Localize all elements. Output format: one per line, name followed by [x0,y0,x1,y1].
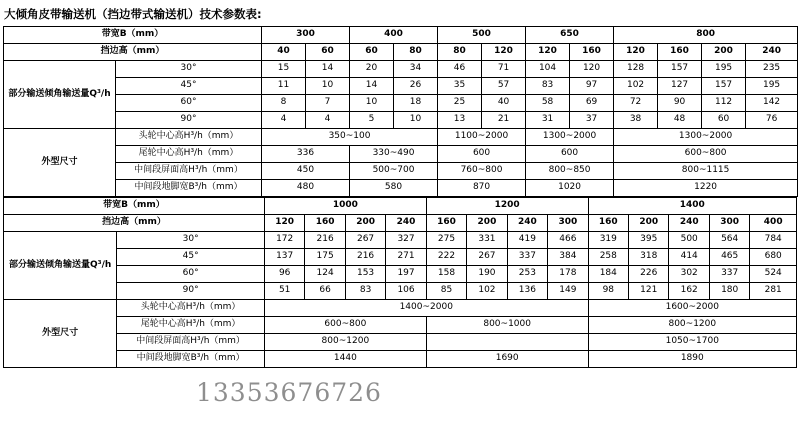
dimension-value: 350~100 [262,129,438,146]
capacity-value: 395 [629,232,669,249]
capacity-value: 104 [526,61,570,78]
capacity-value: 195 [702,61,746,78]
capacity-value: 13 [438,112,482,129]
flange-height-cell: 240 [386,215,426,232]
dimension-value: 800~1115 [614,163,798,180]
capacity-value: 235 [746,61,798,78]
capacity-value: 157 [702,78,746,95]
capacity-value: 66 [305,283,345,300]
table-row-capacity-90-top [4,112,798,129]
flange-height-label: 挡边高（mm） [4,215,265,232]
flange-height-cell: 200 [467,215,507,232]
table-row-middle-leg-top [4,180,798,197]
capacity-value: 4 [262,112,306,129]
table-row-flange-height-top [4,44,798,61]
belt-width-500: 500 [438,27,526,44]
capacity-value: 153 [345,266,385,283]
capacity-value: 51 [264,283,304,300]
dimension-value: 450 [262,163,350,180]
flange-height-label: 挡边高（mm） [4,44,262,61]
capacity-value: 281 [750,283,797,300]
dimension-value: 760~800 [438,163,526,180]
capacity-value: 102 [614,78,658,95]
angle-label-45: 45° [117,249,265,266]
capacity-value: 8 [262,95,306,112]
capacity-value: 11 [262,78,306,95]
belt-width-650: 650 [526,27,614,44]
capacity-value: 5 [350,112,394,129]
capacity-value: 319 [588,232,628,249]
capacity-value: 384 [548,249,588,266]
capacity-value: 271 [386,249,426,266]
capacity-value: 267 [467,249,507,266]
capacity-value: 465 [709,249,749,266]
table-row-capacity-60-bottom [4,266,797,283]
capacity-value: 98 [588,283,628,300]
capacity-value: 76 [746,112,798,129]
capacity-value: 25 [438,95,482,112]
angle-label-30: 30° [116,61,262,78]
table-row-tail-pulley-bottom [4,317,797,334]
capacity-value: 157 [658,61,702,78]
capacity-value: 226 [629,266,669,283]
capacity-value: 137 [264,249,304,266]
flange-height-cell: 60 [306,44,350,61]
capacity-value: 258 [588,249,628,266]
flange-height-cell: 240 [669,215,709,232]
capacity-value: 14 [350,78,394,95]
dimension-value: 1050~1700 [588,334,796,351]
capacity-value: 302 [669,266,709,283]
flange-height-cell: 80 [438,44,482,61]
capacity-value: 175 [305,249,345,266]
capacity-value: 184 [588,266,628,283]
table-row-capacity-90-bottom [4,283,797,300]
dimension-value: 600 [438,146,526,163]
belt-width-1200: 1200 [426,198,588,215]
belt-width-1000: 1000 [264,198,426,215]
dimension-value: 1100~2000 [438,129,526,146]
table-row-capacity-45-bottom [4,249,797,266]
capacity-value: 120 [570,61,614,78]
table-row-middle-leg-bottom [4,351,797,368]
capacity-value: 40 [482,95,526,112]
dimension-value: 1890 [588,351,796,368]
table-row-head-pulley-top [4,129,798,146]
head-pulley-label: 头轮中心高H³/h（mm） [117,300,265,317]
capacity-value: 419 [507,232,547,249]
flange-height-cell: 200 [702,44,746,61]
capacity-value: 121 [629,283,669,300]
head-pulley-label: 头轮中心高H³/h（mm） [116,129,262,146]
flange-height-cell: 120 [614,44,658,61]
capacity-value: 158 [426,266,466,283]
flange-height-cell: 160 [570,44,614,61]
angle-label-45: 45° [116,78,262,95]
table-row-flange-height-bottom [4,215,797,232]
flange-height-cell: 120 [526,44,570,61]
capacity-value: 15 [262,61,306,78]
table-row-capacity-60-top [4,95,798,112]
capacity-value: 195 [746,78,798,95]
flange-height-cell: 160 [305,215,345,232]
dimension-value: 600~800 [614,146,798,163]
capacity-value: 26 [394,78,438,95]
dimensions-group-label: 外型尺寸 [4,300,117,368]
capacity-value: 83 [526,78,570,95]
dimension-value: 500~700 [350,163,438,180]
capacity-value: 337 [709,266,749,283]
flange-height-cell: 160 [426,215,466,232]
belt-width-300: 300 [262,27,350,44]
capacity-value: 72 [614,95,658,112]
capacity-value: 85 [426,283,466,300]
flange-height-cell: 160 [658,44,702,61]
capacity-value: 784 [750,232,797,249]
dimension-value: 800~1000 [426,317,588,334]
capacity-value: 21 [482,112,526,129]
tail-pulley-label: 尾轮中心高H³/h（mm） [116,146,262,163]
table-row-capacity-30-bottom [4,232,797,249]
capacity-value: 90 [658,95,702,112]
capacity-value: 414 [669,249,709,266]
table-bottom-body [4,198,797,368]
table-row-middle-section-top [4,163,798,180]
dimension-value: 1440 [264,351,426,368]
capacity-value: 128 [614,61,658,78]
table-row-belt-width-bottom [4,198,797,215]
capacity-value: 34 [394,61,438,78]
capacity-value: 4 [306,112,350,129]
capacity-value: 466 [548,232,588,249]
capacity-value: 112 [702,95,746,112]
spec-table-bottom [3,197,797,368]
flange-height-cell: 200 [345,215,385,232]
capacity-value: 680 [750,249,797,266]
dimension-value: 480 [262,180,350,197]
capacity-value: 197 [386,266,426,283]
dimension-value [426,334,588,351]
angle-label-60: 60° [117,266,265,283]
capacity-value: 48 [658,112,702,129]
flange-height-cell: 40 [262,44,306,61]
capacity-value: 253 [507,266,547,283]
capacity-value: 149 [548,283,588,300]
capacity-value: 37 [570,112,614,129]
table-row-capacity-45-top [4,78,798,95]
phone-watermark: 13353676726 [196,378,382,407]
capacity-value: 83 [345,283,385,300]
middle-section-label: 中间段屏面高H³/h（mm） [117,334,265,351]
capacity-value: 10 [306,78,350,95]
capacity-value: 524 [750,266,797,283]
capacity-value: 97 [570,78,614,95]
capacity-value: 500 [669,232,709,249]
capacity-value: 267 [345,232,385,249]
table-row-belt-width-top [4,27,798,44]
capacity-value: 331 [467,232,507,249]
belt-width-800: 800 [614,27,798,44]
dimension-value: 1400~2000 [264,300,588,317]
capacity-value: 216 [305,232,345,249]
capacity-value: 216 [345,249,385,266]
belt-width-1400: 1400 [588,198,796,215]
capacity-value: 102 [467,283,507,300]
dimension-value: 1220 [614,180,798,197]
belt-width-400: 400 [350,27,438,44]
flange-height-cell: 60 [350,44,394,61]
dimension-value: 1690 [426,351,588,368]
middle-leg-label: 中间段地脚宽B³/h（mm） [116,180,262,197]
table-top-body [4,27,798,197]
capacity-value: 18 [394,95,438,112]
table-row-capacity-30-top [4,61,798,78]
angle-label-90: 90° [116,112,262,129]
table-row-middle-section-bottom [4,334,797,351]
flange-height-cell: 240 [746,44,798,61]
capacity-value: 318 [629,249,669,266]
spec-table-top [3,26,798,197]
flange-height-cell: 160 [588,215,628,232]
dimension-value: 1020 [526,180,614,197]
capacity-value: 10 [350,95,394,112]
capacity-value: 172 [264,232,304,249]
capacity-value: 178 [548,266,588,283]
flange-height-cell: 300 [709,215,749,232]
capacity-value: 71 [482,61,526,78]
capacity-value: 7 [306,95,350,112]
capacity-group-label: 部分输送倾角输送量Q³/h [4,61,116,129]
capacity-value: 337 [507,249,547,266]
dimension-value: 580 [350,180,438,197]
flange-height-cell: 80 [394,44,438,61]
dimension-value: 600 [526,146,614,163]
page-title: 大倾角皮带输送机（挡边带式输送机）技术参数表: [4,7,262,21]
capacity-value: 57 [482,78,526,95]
flange-height-cell: 300 [548,215,588,232]
capacity-value: 69 [570,95,614,112]
angle-label-60: 60° [116,95,262,112]
capacity-value: 190 [467,266,507,283]
table-row-tail-pulley-top [4,146,798,163]
capacity-value: 38 [614,112,658,129]
dimension-value: 870 [438,180,526,197]
middle-section-label: 中间段屏面高H³/h（mm） [116,163,262,180]
capacity-value: 124 [305,266,345,283]
capacity-value: 96 [264,266,304,283]
capacity-value: 142 [746,95,798,112]
capacity-value: 10 [394,112,438,129]
dimension-value: 800~1200 [264,334,426,351]
dimensions-group-label: 外型尺寸 [4,129,116,197]
capacity-value: 180 [709,283,749,300]
capacity-value: 20 [350,61,394,78]
tail-pulley-label: 尾轮中心高H³/h（mm） [117,317,265,334]
flange-height-cell: 200 [629,215,669,232]
flange-height-cell: 400 [750,215,797,232]
capacity-group-label: 部分输送倾角输送量Q³/h [4,232,117,300]
dimension-value: 1300~2000 [614,129,798,146]
capacity-value: 162 [669,283,709,300]
angle-label-90: 90° [117,283,265,300]
belt-width-label: 带宽B（mm） [4,198,265,215]
capacity-value: 58 [526,95,570,112]
flange-height-cell: 120 [482,44,526,61]
dimension-value: 800~850 [526,163,614,180]
capacity-value: 222 [426,249,466,266]
flange-height-cell: 120 [264,215,304,232]
capacity-value: 60 [702,112,746,129]
angle-label-30: 30° [117,232,265,249]
dimension-value: 1600~2000 [588,300,796,317]
capacity-value: 275 [426,232,466,249]
dimension-value: 336 [262,146,350,163]
capacity-value: 127 [658,78,702,95]
capacity-value: 46 [438,61,482,78]
capacity-value: 14 [306,61,350,78]
capacity-value: 564 [709,232,749,249]
dimension-value: 600~800 [264,317,426,334]
flange-height-cell: 240 [507,215,547,232]
capacity-value: 35 [438,78,482,95]
table-row-head-pulley-bottom [4,300,797,317]
middle-leg-label: 中间段地脚宽B³/h（mm） [117,351,265,368]
dimension-value: 800~1200 [588,317,796,334]
dimension-value: 1300~2000 [526,129,614,146]
capacity-value: 106 [386,283,426,300]
dimension-value: 330~490 [350,146,438,163]
capacity-value: 136 [507,283,547,300]
belt-width-label: 带宽B（mm） [4,27,262,44]
capacity-value: 327 [386,232,426,249]
capacity-value: 31 [526,112,570,129]
